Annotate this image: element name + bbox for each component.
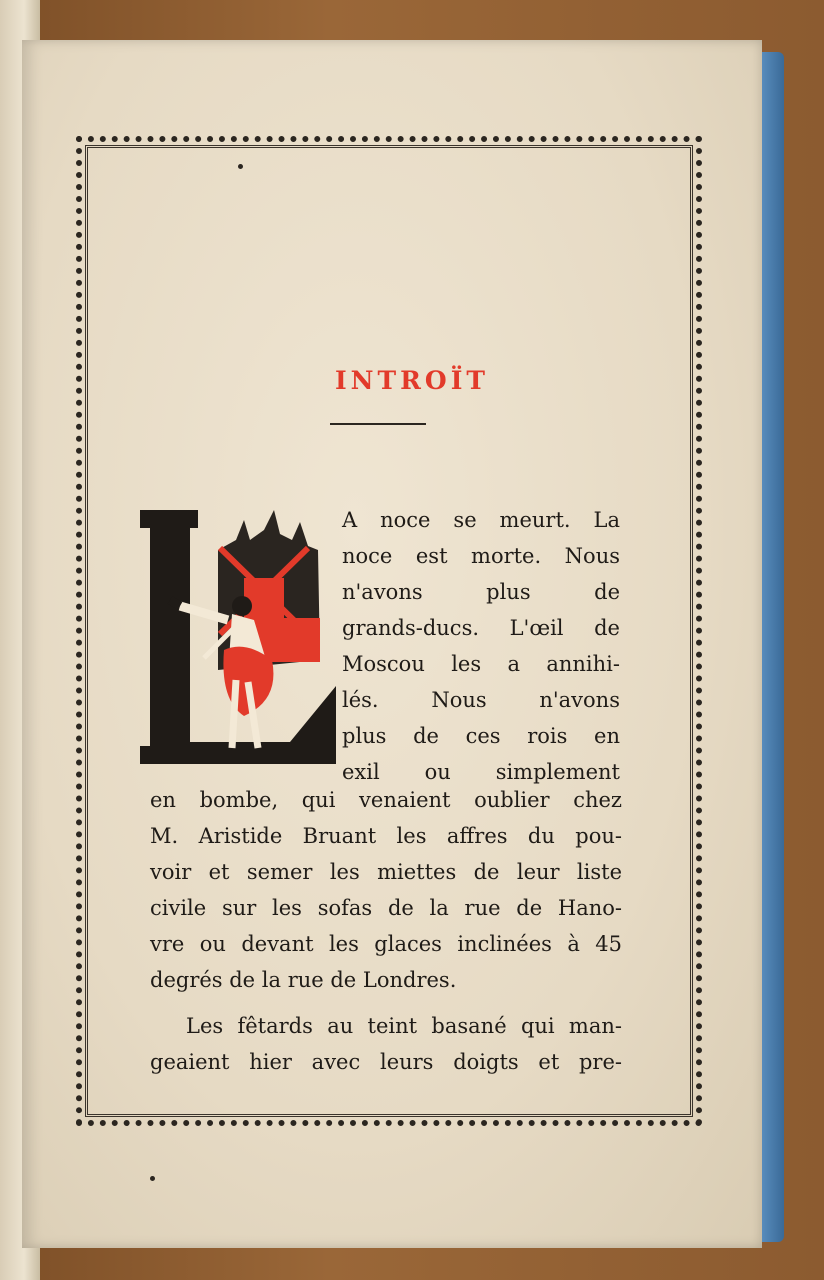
text-line: civile sur les sofas de la rue de Hano- <box>150 896 622 920</box>
chapter-title: INTROÏT <box>334 366 489 395</box>
text-line: Les fêtards au teint basané qui man- <box>186 1014 622 1038</box>
text-line: noce est morte. Nous <box>342 544 620 568</box>
text-line: grands-ducs. L'œil de <box>342 616 620 640</box>
text-line: plus de ces rois en <box>342 724 620 748</box>
text-line: n'avons plus de <box>342 580 620 604</box>
paragraph-full-width <box>150 782 622 1080</box>
text-line: M. Aristide Bruant les affres du pou- <box>150 824 622 848</box>
text-line: Moscou les a annihi- <box>342 652 620 676</box>
text-line: voir et semer les miettes de leur liste <box>150 860 622 884</box>
title-rule <box>330 423 426 425</box>
ink-speck <box>150 1176 155 1181</box>
text-line: A noce se meurt. La <box>342 508 620 532</box>
illustrated-drop-cap <box>140 510 336 764</box>
text-line: degrés de la rue de Londres. <box>150 968 457 992</box>
text-line: exil ou simplement <box>342 760 620 784</box>
text-line: lés. Nous n'avons <box>342 688 620 712</box>
text-line: vre ou devant les glaces inclinées à 45 <box>150 932 622 956</box>
paragraph-wrapped-beside-initial <box>342 502 620 790</box>
text-line: en bombe, qui venaient oublier chez <box>150 788 622 812</box>
ink-speck <box>238 164 243 169</box>
text-line: geaient hier avec leurs doigts et pre- <box>150 1050 622 1074</box>
